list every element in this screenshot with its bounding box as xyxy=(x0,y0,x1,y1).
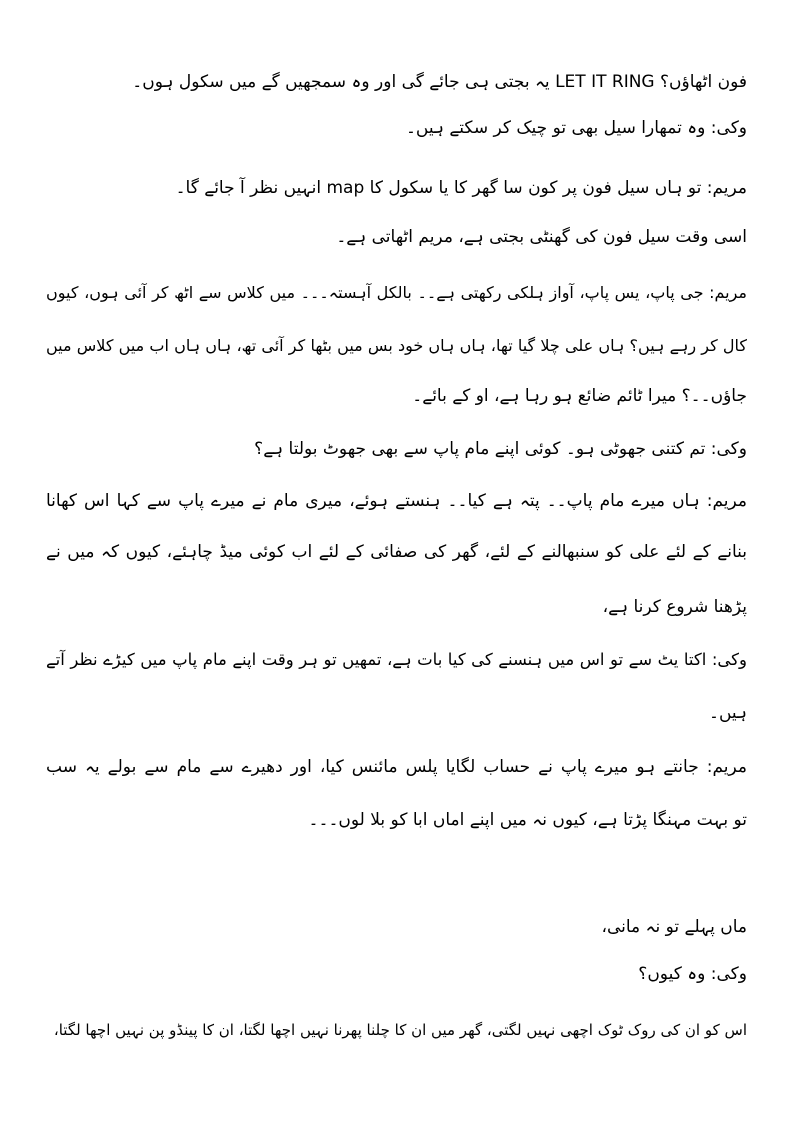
text-line-17: وکی: وہ کیوں؟ xyxy=(638,964,747,984)
text-line-18: اس کو ان کی روک ٹوک اچھی نہیں لگتی، گھر میں ان کا چلنا پھرنا نہیں اچھا لگتا، ان کا پینڈو پن نہیں اچھا لگتا، xyxy=(53,1021,747,1039)
text-line-4: اسی وقت سیل فون کی گھنٹی بجتی ہے، مریم اٹھاتی ہے۔ xyxy=(336,227,747,247)
text-line-6: کال کر رہے ہیں؟ ہاں علی چلا گیا تھا، ہاں ہاں خود بس میں بٹھا کر آئی تھ، ہاں ہاں اب میں کلاس میں xyxy=(46,336,747,355)
text-line-3: مریم: تو ہاں سیل فون پر کون سا گھر کا یا سکول کا map انہیں نظر آ جائے گا۔ xyxy=(175,178,747,198)
text-line-15: تو بہت مہنگا پڑتا ہے، کیوں نہ میں اپنے اماں ابا کو بلا لوں۔۔۔ xyxy=(308,810,747,830)
text-line-5: مریم: جی پاپ، یس پاپ، آواز ہلکی رکھتی ہے۔۔ بالکل آہستہ۔۔۔ میں کلاس سے اٹھ کر آئی ہوں، کیوں xyxy=(46,283,747,302)
text-line-16: ماں پہلے تو نہ مانی، xyxy=(601,917,747,937)
text-line-8: وکی: تم کتنی جھوٹی ہو۔ کوئی اپنے مام پاپ سے بھی جھوٹ بولتا ہے؟ xyxy=(254,439,747,459)
text-line-13: ہیں۔ xyxy=(709,703,747,723)
text-line-9: مریم: ہاں میرے مام پاپ۔۔ پتہ ہے کیا۔۔ ہنستے ہوئے، میری مام نے میرے پاپ سے کہا اس کھانا xyxy=(46,491,747,511)
text-line-14: مریم: جانتے ہو میرے پاپ نے حساب لگایا پلس مائنس کیا، اور دھیرے سے مام سے بولے یہ سب xyxy=(46,757,747,777)
text-line-1: فون اٹھاؤں؟ LET IT RING یہ بجتی ہی جائے گی اور وہ سمجھیں گے میں سکول ہوں۔ xyxy=(132,72,747,92)
text-line-12: وکی: اکتا یٹ سے تو اس میں ہنسنے کی کیا بات ہے، تمھیں تو ہر وقت اپنے مام پاپ میں کیڑے نظر آتے xyxy=(46,650,747,669)
text-line-2: وکی: وہ تمھارا سیل بھی تو چیک کر سکتے ہیں۔ xyxy=(405,118,747,138)
text-line-7: جاؤں۔۔؟ میرا ٹائم ضائع ہو رہا ہے، او کے بائے۔ xyxy=(412,386,747,406)
text-line-10: بنانے کے لئے علی کو سنبھالنے کے لئے، گھر کی صفائی کے لئے اب کوئی میڈ چاہئے، کیوں کہ میں نے xyxy=(46,542,747,562)
text-line-11: پڑھنا شروع کرنا ہے، xyxy=(602,597,747,617)
